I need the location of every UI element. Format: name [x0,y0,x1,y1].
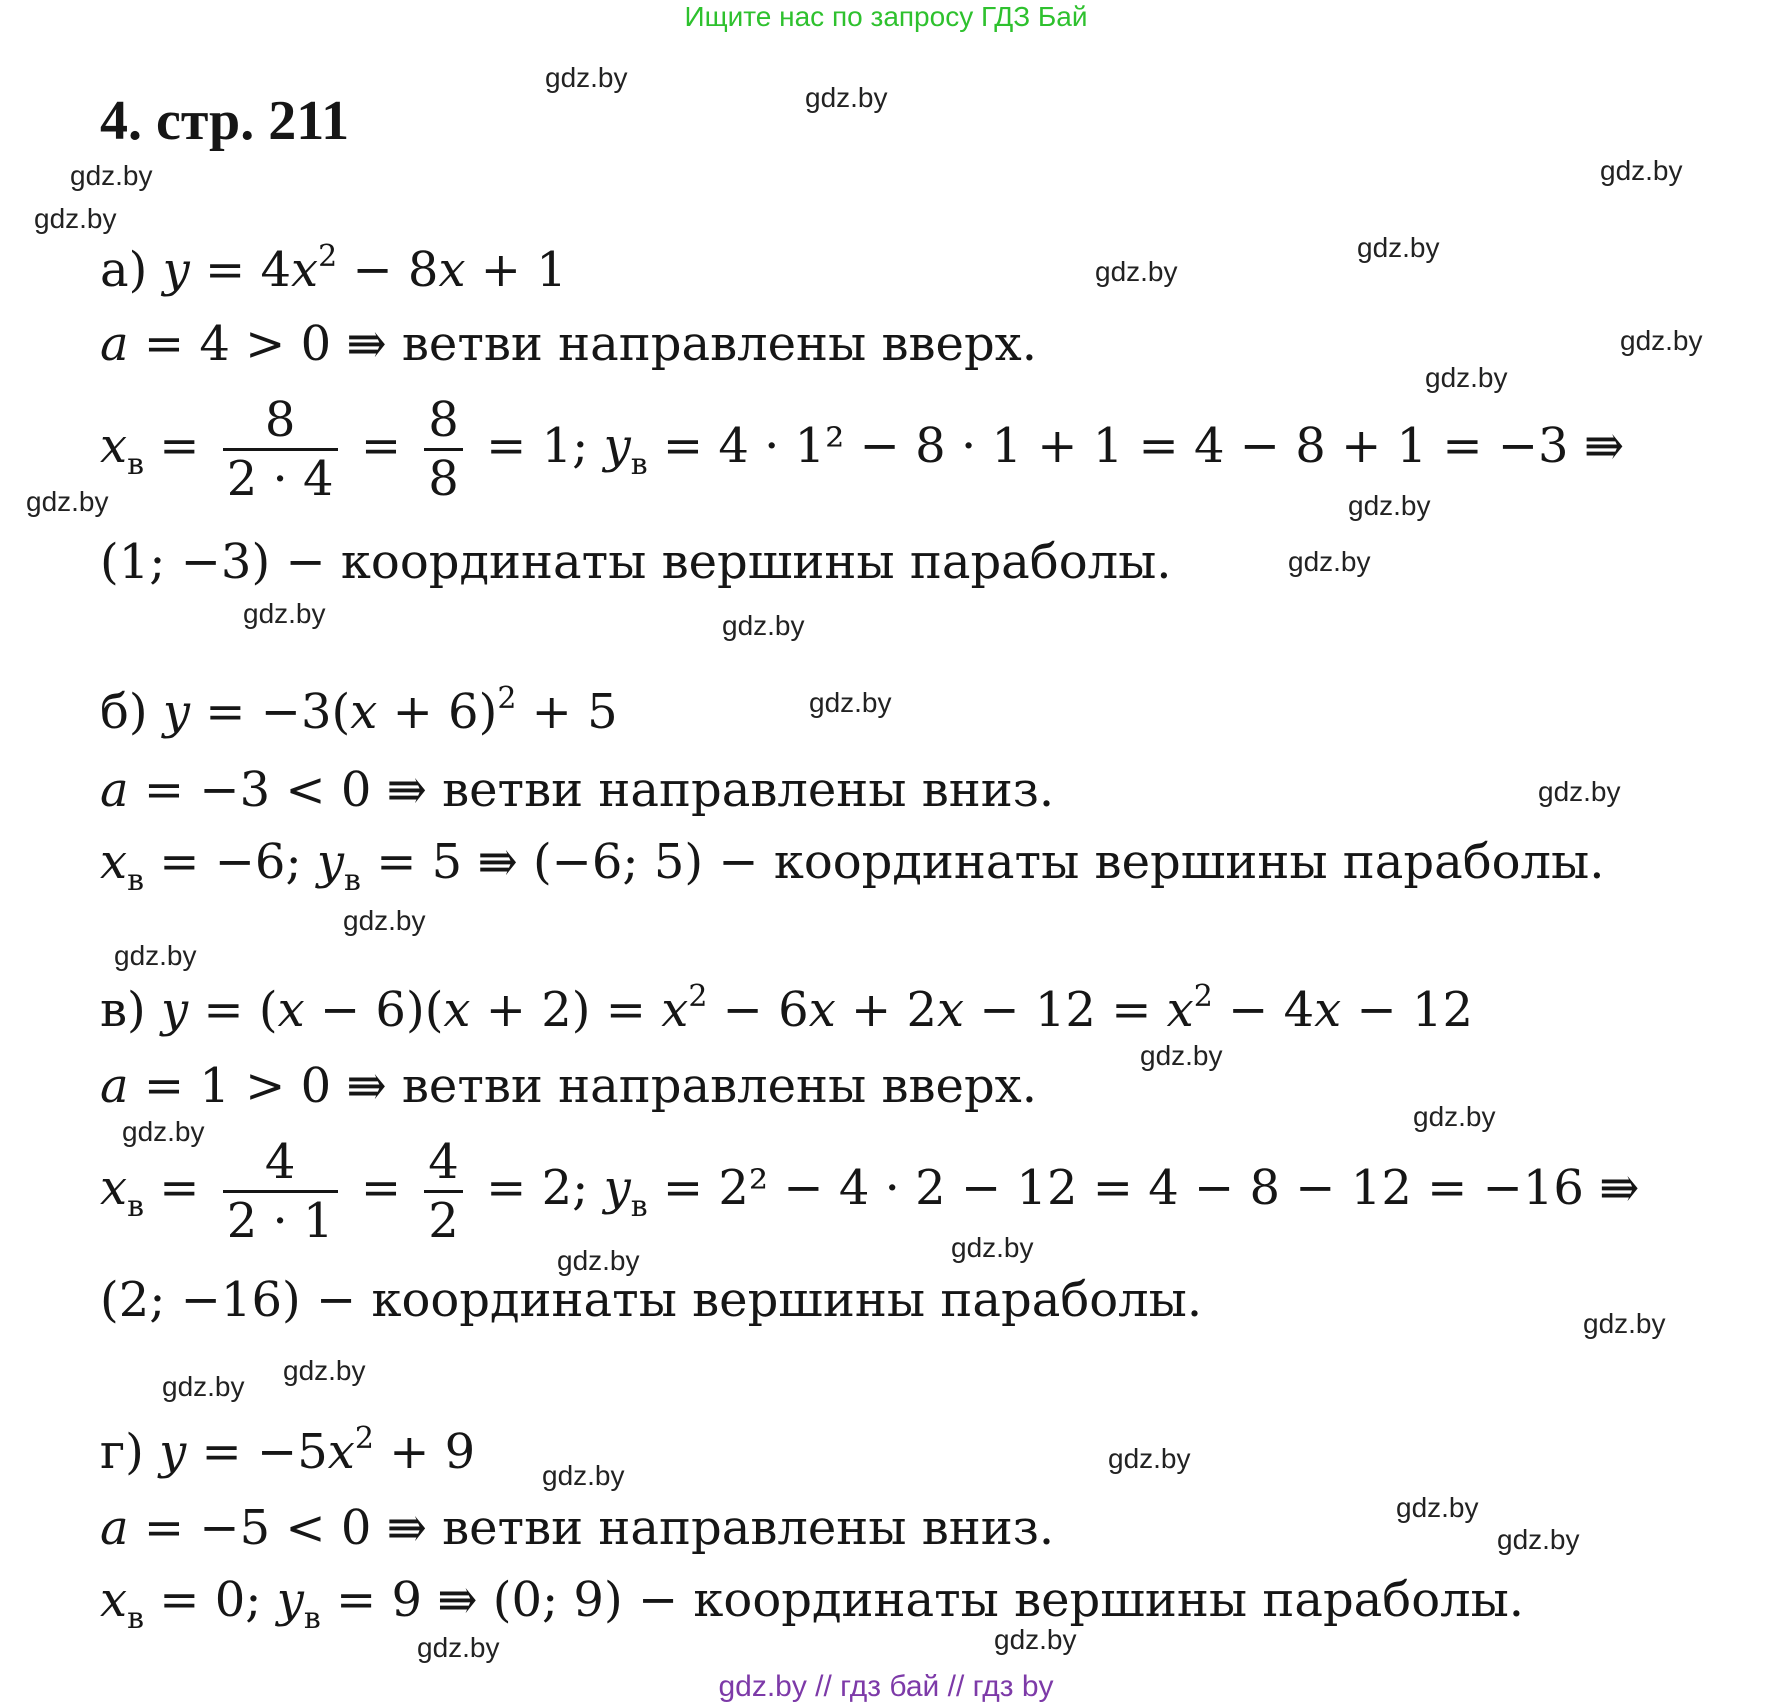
watermark: gdz.by [70,160,153,191]
watermark: gdz.by [805,82,888,113]
part-b-function: б) $y = -3(x + 6)^2 + 5$ [100,681,618,740]
watermark: gdz.by [34,203,117,234]
watermark: gdz.by [809,687,892,718]
watermark: gdz.by [542,1460,625,1491]
part-b-branches-text: ветви направлены вниз. [442,762,1055,818]
part-a-label: а) [100,242,148,298]
watermark: gdz.by [1538,776,1621,807]
watermark: gdz.by [1583,1308,1666,1339]
part-b-label: б) [100,684,148,740]
watermark: gdz.by [1620,325,1703,356]
part-v-branches-text: ветви направлены вверх. [401,1058,1037,1114]
watermark: gdz.by [122,1116,205,1147]
watermark: gdz.by [1288,546,1371,577]
part-g-vertex: $x_в = 0$; $y_в = 9$ ⇛ (0; 9) − координаты вершины параболы. [100,1572,1525,1636]
watermark: gdz.by [951,1232,1034,1263]
part-v-vertex-calc: $x_в$ = $\frac{4}{2 \cdot 1}$ = $\frac{4}{2}$ = 2; $y_в = 2^2 - 4 \cdot 2 - 12 = 4 - 8 - 12 = -16$ ⇛ [100,1134,1640,1249]
part-a-branches-text: ветви направлены вверх. [401,316,1037,372]
watermark: gdz.by [243,598,326,629]
part-a-fraction-2: $\frac{8}{8}$ [424,392,463,507]
watermark: gdz.by [1357,232,1440,263]
watermark: gdz.by [1600,155,1683,186]
part-a-branches: a = 4 > 0 ⇛ ветви направлены вверх. [100,316,1037,372]
watermark: gdz.by [417,1632,500,1663]
part-v-vertex-result: (2; −16) − координаты вершины параболы. [100,1272,1203,1328]
part-v-fraction-2: $\frac{4}{2}$ [424,1134,463,1249]
part-v-fraction-1: $\frac{4}{2 \cdot 1}$ [223,1134,338,1249]
watermark: gdz.by [1095,256,1178,287]
part-a-function: а) $y = 4x^2 - 8x + 1$ [100,239,567,298]
watermark: gdz.by [545,62,628,93]
part-a-fraction-1: $\frac{8}{2 \cdot 4}$ [223,392,338,507]
watermark: gdz.by [1497,1524,1580,1555]
watermark: gdz.by [114,940,197,971]
part-a-vertex-calc: $x_в$ = $\frac{8}{2 \cdot 4}$ = $\frac{8}{8}$ = 1; $y_в = 4 \cdot 1^2 - 8 \cdot 1 + 1 = 4 - 8 + 1 = -3$ ⇛ [100,392,1625,507]
exercise-heading: 4. стр. 211 [100,90,350,152]
part-g-function: г) $y = -5x^2 + 9$ [100,1421,476,1480]
part-g-label: г) [100,1424,144,1480]
watermark: gdz.by [1425,362,1508,393]
part-g-branches: a = −5 < 0 ⇛ ветви направлены вниз. [100,1500,1055,1556]
part-a-vertex-result: (1; −3) − координаты вершины параболы. [100,534,1172,590]
part-g-branches-text: ветви направлены вниз. [442,1500,1055,1556]
part-v-label: в) [100,982,146,1038]
footer-links: gdz.by // гдз бай // гдз by [718,1670,1054,1703]
watermark: gdz.by [1396,1492,1479,1523]
watermark: gdz.by [343,905,426,936]
watermark: gdz.by [1140,1040,1223,1071]
part-b-branches: a = −3 < 0 ⇛ ветви направлены вниз. [100,762,1055,818]
watermark: gdz.by [1108,1443,1191,1474]
part-v-function: в) $y = (x - 6)(x + 2) = x^2 - 6x + 2x - 12 = x^2 - 4x - 12$ [100,979,1474,1038]
top-banner: Ищите нас по запросу ГДЗ Бай [684,1,1088,32]
part-v-branches: a = 1 > 0 ⇛ ветви направлены вверх. [100,1058,1037,1114]
watermark: gdz.by [26,486,109,517]
watermark: gdz.by [283,1355,366,1386]
watermark: gdz.by [994,1624,1077,1655]
watermark: gdz.by [1413,1101,1496,1132]
part-b-vertex: $x_в = -6$; $y_в = 5$ ⇛ (−6; 5) − координаты вершины параболы. [100,834,1605,898]
watermark: gdz.by [1348,490,1431,521]
watermark: gdz.by [722,610,805,641]
watermark: gdz.by [557,1245,640,1276]
watermark: gdz.by [162,1371,245,1402]
